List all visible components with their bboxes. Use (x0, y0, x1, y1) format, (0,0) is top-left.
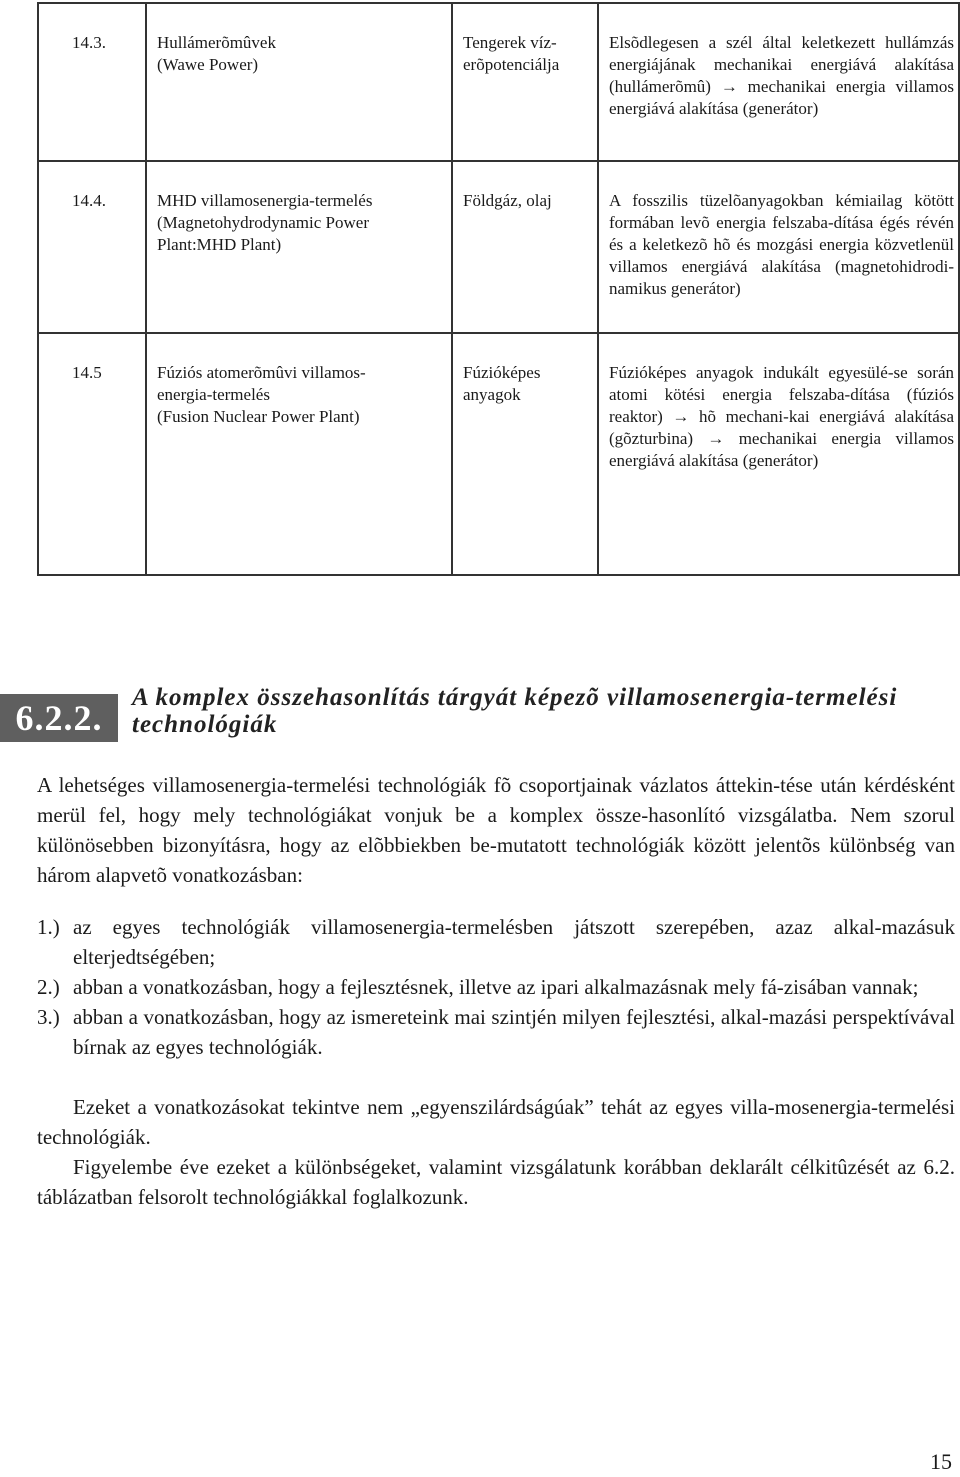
list-item-number: 1.) (37, 915, 60, 939)
technology-name: MHD villamosenergia-termelés (Magnetohydrodynamic Power Plant:MHD Plant) (146, 161, 452, 333)
list-item (37, 1002, 955, 1062)
table-row (38, 333, 959, 575)
list-item (37, 912, 955, 972)
energy-source: Tengerek víz- erõpotenciálja (452, 3, 598, 161)
row-number: 14.4. (38, 161, 146, 333)
list-item-number: 2.) (37, 975, 60, 999)
technology-description: A fosszilis tüzelõanyagokban kémiailag kötött formában levõ energia felszaba-dítása égés révén és a keletkezõ hõ és mozgási energia közvetlenül villamos energiává alakítása (magnetohidrodi-namikus generátor) (598, 161, 959, 333)
list-item-text: abban a vonatkozásban, hogy a fejlesztésnek, illetve az ipari alkalmazásnak mely fá-zisában vannak; (73, 975, 919, 999)
body-text (37, 770, 955, 1212)
technology-name: Fúziós atomerõmûvi villamos- energia-termelés (Fusion Nuclear Power Plant) (146, 333, 452, 575)
technology-description: Fúzióképes anyagok indukált egyesülé-se során atomi kötési energia felszaba-dítása (fúziós reaktor) → hõ mechani-kai energiává alakítása (gõzturbina) → mechanikai energia villamos energiává alakítása (generátor) (598, 333, 959, 575)
energy-source: Fúzióképes anyagok (452, 333, 598, 575)
table-row (38, 161, 959, 333)
list-item-text: az egyes technológiák villamosenergia-termelésben játszott szerepében, azaz alkal-mazásuk elterjedtségében; (73, 915, 955, 969)
intro-paragraph: A lehetséges villamosenergia-termelési technológiák fõ csoportjainak vázlatos áttekin-tése után kérdésként merül fel, hogy mely technológiákat vonjuk be a komplex össze-hasonlító vizsgálatba. Nem szorul különösebben bizonyításra, hogy az elõbbiekben be-mutatott technológiák között jelentõs különbség van három alapvetõ vonatkozásban: (37, 773, 955, 887)
technology-table (37, 2, 960, 576)
section-title: A komplex összehasonlítás tárgyát képezõ villamosenergia-termelési technológiák (132, 684, 898, 738)
section-number: 6.2.2. (0, 694, 118, 742)
row-number: 14.5 (38, 333, 146, 575)
list-item-number: 3.) (37, 1005, 60, 1029)
table-row (38, 3, 959, 161)
paragraph: Figyelembe éve ezeket a különbségeket, valamint vizsgálatunk korábban deklarált célkitûzését az 6.2. táblázatban felsorolt technológiákkal foglalkozunk. (37, 1155, 955, 1209)
row-number: 14.3. (38, 3, 146, 161)
page-number: 15 (930, 1449, 952, 1474)
list-item-text: abban a vonatkozásban, hogy az ismereteink mai szintjén milyen fejlesztési, alkal-mazási perspektívával bírnak az egyes technológiák. (73, 1005, 955, 1059)
paragraph: Ezeket a vonatkozásokat tekintve nem „egyenszilárdságúak” tehát az egyes villa-mosenergia-termelési technológiák. (37, 1095, 955, 1149)
technology-name: Hullámerõmûvek (Wawe Power) (146, 3, 452, 161)
criteria-list (37, 912, 955, 1062)
technology-description: Elsõdlegesen a szél által keletkezett hullámzás energiájának mechanikai energiává alakítása (hullámerõmû) → mechanikai energia villamos energiává alakítása (generátor) (598, 3, 959, 161)
energy-source: Földgáz, olaj (452, 161, 598, 333)
list-item (37, 972, 955, 1002)
